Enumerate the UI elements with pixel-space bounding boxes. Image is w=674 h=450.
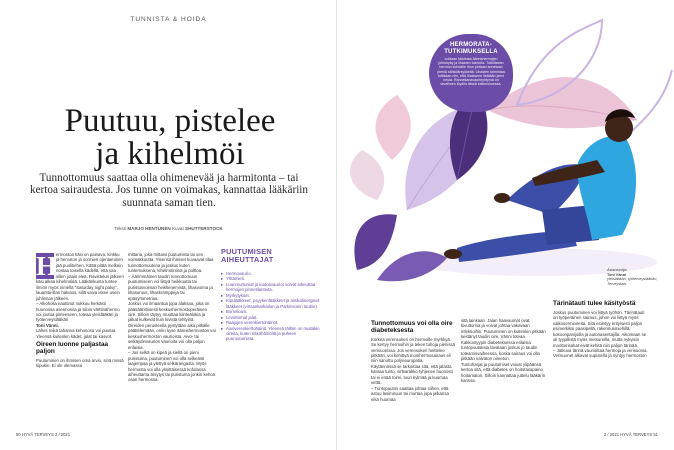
caption-role: Asiantuntija — [607, 268, 627, 272]
body-paragraph: mittaria, joka mittaisi puutumista tai sen voimakkuutta. Yleensä ihmiset kuvaavat tilaa tunnottomuutena ja joskus kuten tuntemuksena, kihelmöintinä ja polttoa. — [128, 252, 214, 274]
body-paragraph: Käytännössä se tarkoittaa sitä, että jalasta katoaa tunto, virtsarakko tyhjenee huonosti tai ei enää toimi, tuun kylmää ja kuumaa vettä. — [371, 363, 453, 386]
body-paragraph: ermostoa käsi on painava, kinkku ja hervoton ja sormien ojentaminen jää puolitiehen. Kättä pitää melkein nostaa toisella kädellä, että saa sillen jotain eleä. Ravistelun jälkeen käsi alkaa kihelmöidä. Lääkärikunta tuntee ilmiön myös nimellä "Saturday night palsy". lauantai-illan halvaus, sillä vaiva iskee usein juhlinnan jälkeen. — [36, 252, 124, 301]
foot — [444, 249, 462, 259]
sidebar-item: ▸ Aivoverenkiertohäiriö. Yleensä tällöin on muitakin oireita, kuten näköhäiriöitä ja puheen puuroutumista. — [221, 326, 321, 342]
body-column-2 — [128, 252, 216, 383]
leaf-pink-small-icon — [350, 95, 411, 200]
body-paragraph: – Alkoholia nauttinut nukkuu herkästi huonossa asennossa ja siloin värttinähermo voi joutua pinteeseen, toteaa yleislääkäri ja työterveyslääkäri — [36, 301, 120, 323]
credits-images-label: Kuvat — [171, 226, 184, 231]
drop-cap: H — [36, 251, 58, 281]
body-column-5 — [553, 298, 649, 359]
info-title: HERMORATA-TUTKIMUKSELLA — [444, 42, 498, 55]
body-paragraph: – Jatkuva tärinä vaurioittaa hermoja ja verisuonia. Verisuonet alkavat supistella ja syntyy hermoston — [553, 347, 648, 359]
foot — [494, 193, 510, 203]
page-folio-right: 2 / 2021 HYVÄ TERVEYS 51 — [603, 432, 658, 437]
sidebar-item: ▸ Borrelioosi. — [221, 309, 321, 314]
caption-desc: yleislääkäri, työterveyslääkäri, Terveystalo. — [607, 277, 658, 286]
body-paragraph: Joskus voi ilmaantua jopa alaksaa, joka on pääsääntöisesti keskushermostoperäinen oire. Silloin täytyy muuttaa kiinteälokia ja jalkat kulkevat kuin kivistä tehtyinä. — [128, 301, 210, 323]
lead-paragraph: Tunnottomuus saattaa olla ohimenevää ja harmitonta – tai kertoa sairaudesta. Jos tunne on voimakas, kannattaa lääkäriin suunnata saman tien. — [29, 172, 309, 209]
sidebar-item: ▸ Myrkytykset. — [221, 293, 321, 298]
body-paragraph: – Äärimmäinen taudin tunnottomuus puutumiseen voi liittyä heikkoutta tai puristusvoiman heikkenemistä, lihasvoima ja lihasuruus, lihaskramppeja tai epäsymmetriaa. — [128, 273, 213, 301]
credits — [0, 226, 337, 231]
body-paragraph: Tuntoharjat ja puutumiset voivat ylipäänsä kertoa sitä, että diabetes on hoitotasapaino hoitamaton. Silloin kannattaa juttelu lääkärin kanssa. — [461, 361, 546, 383]
subheading: Tunnottomuus voi olla oire diabeteksesta — [371, 320, 453, 334]
sidebar-item: ▸ Kipulääkkeet, psyykenlääkkeet ja antikolinergiset lääkkeet (virtsankarkailun ja Parkinsonin tautiin). — [221, 298, 321, 309]
body-paragraph: Lähes mikä tahansa kehonosa voi puutua. Yleensä kuitenkin kädet, jalat tai kasvot. — [36, 328, 117, 339]
info-text: voidaan tarkistaa ääreishermojen johtokyky ja lihasten toiminta. Tutkittavan hermon kohdalle ihon pintaan annetaan pieniä sähköärsykkeitä. Lihasten toimintaa tutkitaan niin, että lihakseen lisätään pieni neula. Rannekanavaoireyhtymä on tavallinen löydös tässä tutkimuksessa. — [437, 57, 505, 87]
page-folio-left: 50 HYVÄ TERVEYS 2 / 2021 — [16, 432, 71, 437]
plant-purple-icon — [354, 214, 447, 281]
credits-images: SHUTTERSTOCK — [185, 226, 223, 231]
body-paragraph: sitä lainkaan. Jalan haavaumat ovat kivuttomia ja voivat johtaa vakavaan infektioihin. Puutuminen on kuitenkin pitkään kestänyt taudin oire, Vänni toteaa. — [461, 318, 546, 340]
sidebar-item: ▸ Luunmurtumat ja kudosvauriot voivat aiheuttaa hermojen pinnetilanteita. — [221, 282, 321, 293]
sidebar-item: ▸ Yhtämieli. — [221, 276, 321, 281]
body-paragraph: Oireiden perusteella pystytään aika pitkälle päättelemään, onko kyse ääreishermoston vai keskushermoston vaurioista. Aivo- tai selkäydinvaurion vaurioita voi olla paljon erilaisia. — [128, 322, 216, 350]
sidebar-item: ▸ Raajojen verenkiertohäiriöt. — [221, 320, 321, 325]
body-paragraph: Korkea verensokeri on hermoille myrkkyä. Se kertyy hermoihin ja tekee tuhoja pienissä verisuonissa. Jos verensokeri heittelee pitkään, voi kehittyä monihermosairaus eli niin sanottu polyneuropatia. — [371, 336, 456, 364]
expert-caption — [607, 268, 659, 286]
body-paragraph: – Tuntopuutos saattaa johtaa siihen, että astuu lasimiruun tai murtaa jopa jalkansa eikä huomaa — [371, 385, 449, 402]
headline — [20, 105, 320, 171]
body-column-1 — [36, 252, 124, 369]
headline-line-1: Puutuu, pistelee — [64, 103, 276, 139]
subheading: Tärinätauti tulee käsityöstä — [553, 300, 636, 307]
body-paragraph: Kakkostyypin diabeteksessa erilaisia tuntopuutoksia tavataan joskus jo taudin toteamisvaiheessa, koska sairaus voi olla pitkään vaivaton oireeton. — [461, 339, 540, 362]
author-name: Toni Vänni. — [36, 322, 59, 328]
right-page — [337, 0, 674, 450]
section-label: TUNNISTA & HOIDA — [130, 16, 207, 23]
body-paragraph: Joskus puutuminen voi liittyä työhön. Tärinätauti on työperäinen sairaus, johon voi liittyä myös valkosormioireita. Sitä esiintyy erityisesti paljon esimerkiksi paasipellä, rakennusmiehillä, kokoonpanijoilla ja autonasentajilla. Aikomaan se oli tyypillistä myös metsureilla, mutta nykyisin moottorisahat eivät kehitä niin paljon tärinää. — [553, 309, 647, 348]
sidebar-list — [221, 271, 321, 342]
sidebar-item: ▸ Hermovaurio. — [221, 271, 321, 276]
credits-text-label: Teksti — [114, 226, 127, 231]
subheading: Oireen luonne paljastaa paljon — [36, 341, 109, 356]
caption-name: Toni Vänni — [607, 272, 627, 277]
body-column-3 — [371, 318, 457, 402]
headline-line-2: ja kihelmöi — [95, 136, 245, 172]
body-column-4 — [461, 318, 547, 383]
body-paragraph: Puutuminen on ihmisen oma arvio, sinä missä kipukin. Ei ole olemassa — [36, 357, 124, 369]
body-paragraph: – Jos selkä on kipeä ja siellä on pieni puristuma, puutuminen voi olla selkeästi laajempaa ja ylettyä selkärangasta. Myös hermosta voi olla yksittäisessä kohdassa aiheuttama ärsytys tai puristuma jonkin kehon osan hermossa. — [128, 350, 216, 383]
sidebar-item: ▸ Levottomat jalat. — [221, 315, 321, 320]
sidebar-title: PUUTUMISEN AIHEUTTAJAT — [221, 247, 274, 264]
credits-author: MARJO HENTUNEN — [127, 226, 171, 231]
